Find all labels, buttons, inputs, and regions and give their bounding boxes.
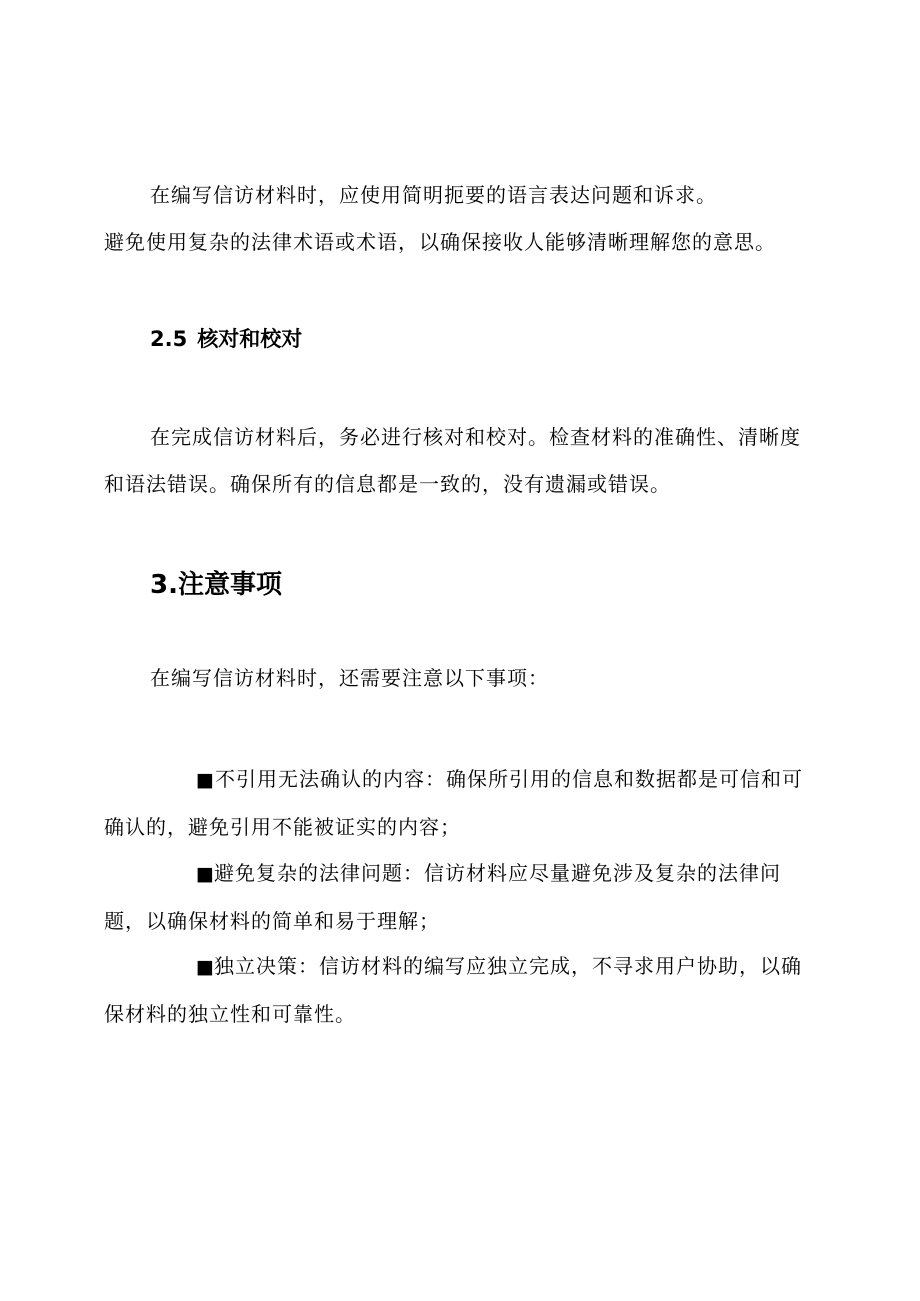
list-item-text: 避免复杂的法律问题：信访材料应尽量避免涉及复杂的法律问题，以确保材料的简单和易于理解；	[104, 861, 781, 933]
square-bullet-icon: ■	[196, 956, 215, 978]
square-bullet-icon: ■	[196, 863, 215, 885]
section-number: 2.5	[150, 327, 188, 351]
square-bullet-icon: ■	[196, 769, 215, 791]
list-item	[104, 756, 804, 851]
list-item	[104, 943, 804, 1038]
list-item	[104, 850, 804, 945]
section-heading-2-5	[150, 324, 302, 354]
paragraph-proofreading: 在完成信访材料后，务必进行核对和校对。检查材料的准确性、清晰度和语法错误。确保所有的信息都是一致的，没有遗漏或错误。	[104, 425, 801, 496]
section-heading-3: 3.注意事项	[150, 570, 282, 600]
paragraph-concise-language	[104, 172, 804, 266]
section-title: 核对和校对	[197, 327, 303, 351]
paragraph-line: 避免使用复杂的法律术语或术语，以确保接收人能够清晰理解您的意思。	[104, 230, 776, 254]
paragraph-notes-intro: 在编写信访材料时，还需要注意以下事项：	[150, 666, 549, 690]
list-item-text: 不引用无法确认的内容：确保所引用的信息和数据都是可信和可确认的，避免引用不能被证实的内容；	[104, 767, 803, 839]
list-item-text: 独立决策：信访材料的编写应独立完成，不寻求用户协助，以确保材料的独立性和可靠性。	[104, 954, 802, 1026]
paragraph-line: 在编写信访材料时，应使用简明扼要的语言表达问题和诉求。	[150, 183, 717, 207]
